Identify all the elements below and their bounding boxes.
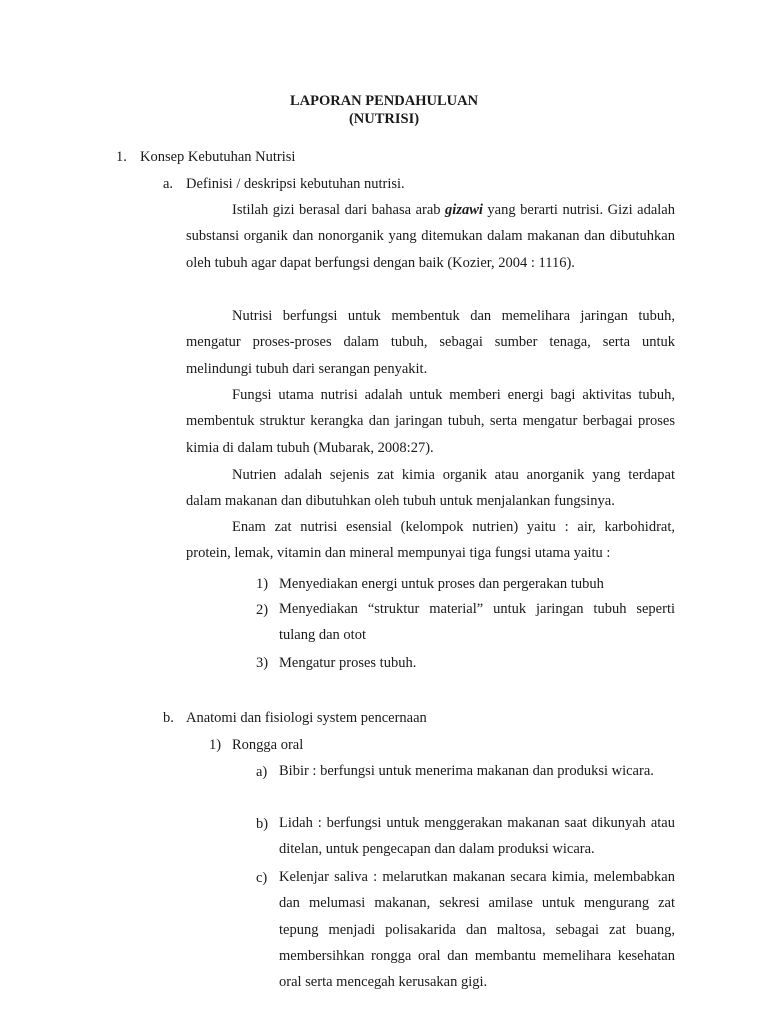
- list-item-letter: b): [256, 816, 269, 832]
- paragraph-main-function: Fungsi utama nutrisi adalah untuk memberi energi bagi aktivitas tubuh, membentuk struktur kerangka dan jaringan tubuh, serta mengatur berbagai proses kimia di dalam tubuh (Mubarak, 2008:27).: [186, 387, 675, 456]
- list-item-letter: c): [256, 870, 268, 886]
- paragraph-definition-text-1: Istilah gizi berasal dari bahasa arab: [232, 202, 446, 218]
- section-b-letter: b.: [163, 710, 174, 726]
- paragraph-essential-nutrients: Enam zat nutrisi esensial (kelompok nutrien) yaitu : air, karbohidrat, protein, lemak, vitamin dan mineral mempunyai tiga fungsi utama yaitu :: [186, 519, 675, 562]
- section-1-heading: Konsep Kebutuhan Nutrisi: [140, 149, 296, 165]
- paragraph-definition: [186, 197, 675, 276]
- section-1-number: 1.: [116, 149, 127, 165]
- list-item-text: Lidah : berfungsi untuk menggerakan makanan saat dikunyah atau ditelan, untuk pengecapan dan dalam produksi wicara.: [279, 815, 675, 858]
- paragraph-definition-text-2: yang berarti nutrisi. Gizi adalah substansi organik dan nonorganik yang ditemukan dalam makanan dan dibutuhkan oleh tubuh agar dapat berfungsi dengan baik (Kozier, 2004 : 1116).: [186, 202, 675, 271]
- function-item-text: Menyediakan “struktur material” untuk jaringan tubuh seperti tulang dan otot: [279, 601, 675, 644]
- paragraph-nutrient: Nutrien adalah sejenis zat kimia organik atau anorganik yang terdapat dalam makanan dan dibutuhkan oleh tubuh untuk menjalankan fungsinya.: [186, 467, 675, 510]
- term-gizawi: gizawi: [445, 202, 483, 218]
- list-item-letter: a): [256, 764, 268, 780]
- list-item-text: Bibir : berfungsi untuk menerima makanan dan produksi wicara.: [279, 763, 654, 779]
- function-item-text: Menyediakan energi untuk proses dan pergerakan tubuh: [279, 576, 604, 592]
- function-item-text: Mengatur proses tubuh.: [279, 655, 417, 671]
- list-item-text: Kelenjar saliva : melarutkan makanan secara kimia, melembabkan dan melumasi makanan, sekresi amilase untuk mengurang zat tepung menjadi polisakarida dan maltosa, sebagai zat buang, membersihkan rongga oral dan membantu memelihara kesehatan oral serta mencegah kerusakan gigi.: [279, 869, 675, 991]
- document-subtitle: (NUTRISI): [348, 111, 420, 127]
- document-title: LAPORAN PENDAHULUAN: [289, 93, 479, 109]
- subsection-heading: Rongga oral: [232, 737, 304, 753]
- subsection-number: 1): [209, 737, 222, 753]
- paragraph-nutrition-function: Nutrisi berfungsi untuk membentuk dan memelihara jaringan tubuh, mengatur proses-proses dalam tubuh, sebagai sumber tenaga, serta untuk melindungi tubuh dari serangan penyakit.: [186, 308, 675, 377]
- section-a-heading: Definisi / deskripsi kebutuhan nutrisi.: [186, 176, 405, 192]
- function-item-number: 1): [256, 576, 269, 592]
- section-b-heading: Anatomi dan fisiologi system pencernaan: [186, 710, 427, 726]
- function-item-number: 2): [256, 602, 269, 618]
- section-a-letter: a.: [163, 176, 174, 192]
- function-item-number: 3): [256, 655, 269, 671]
